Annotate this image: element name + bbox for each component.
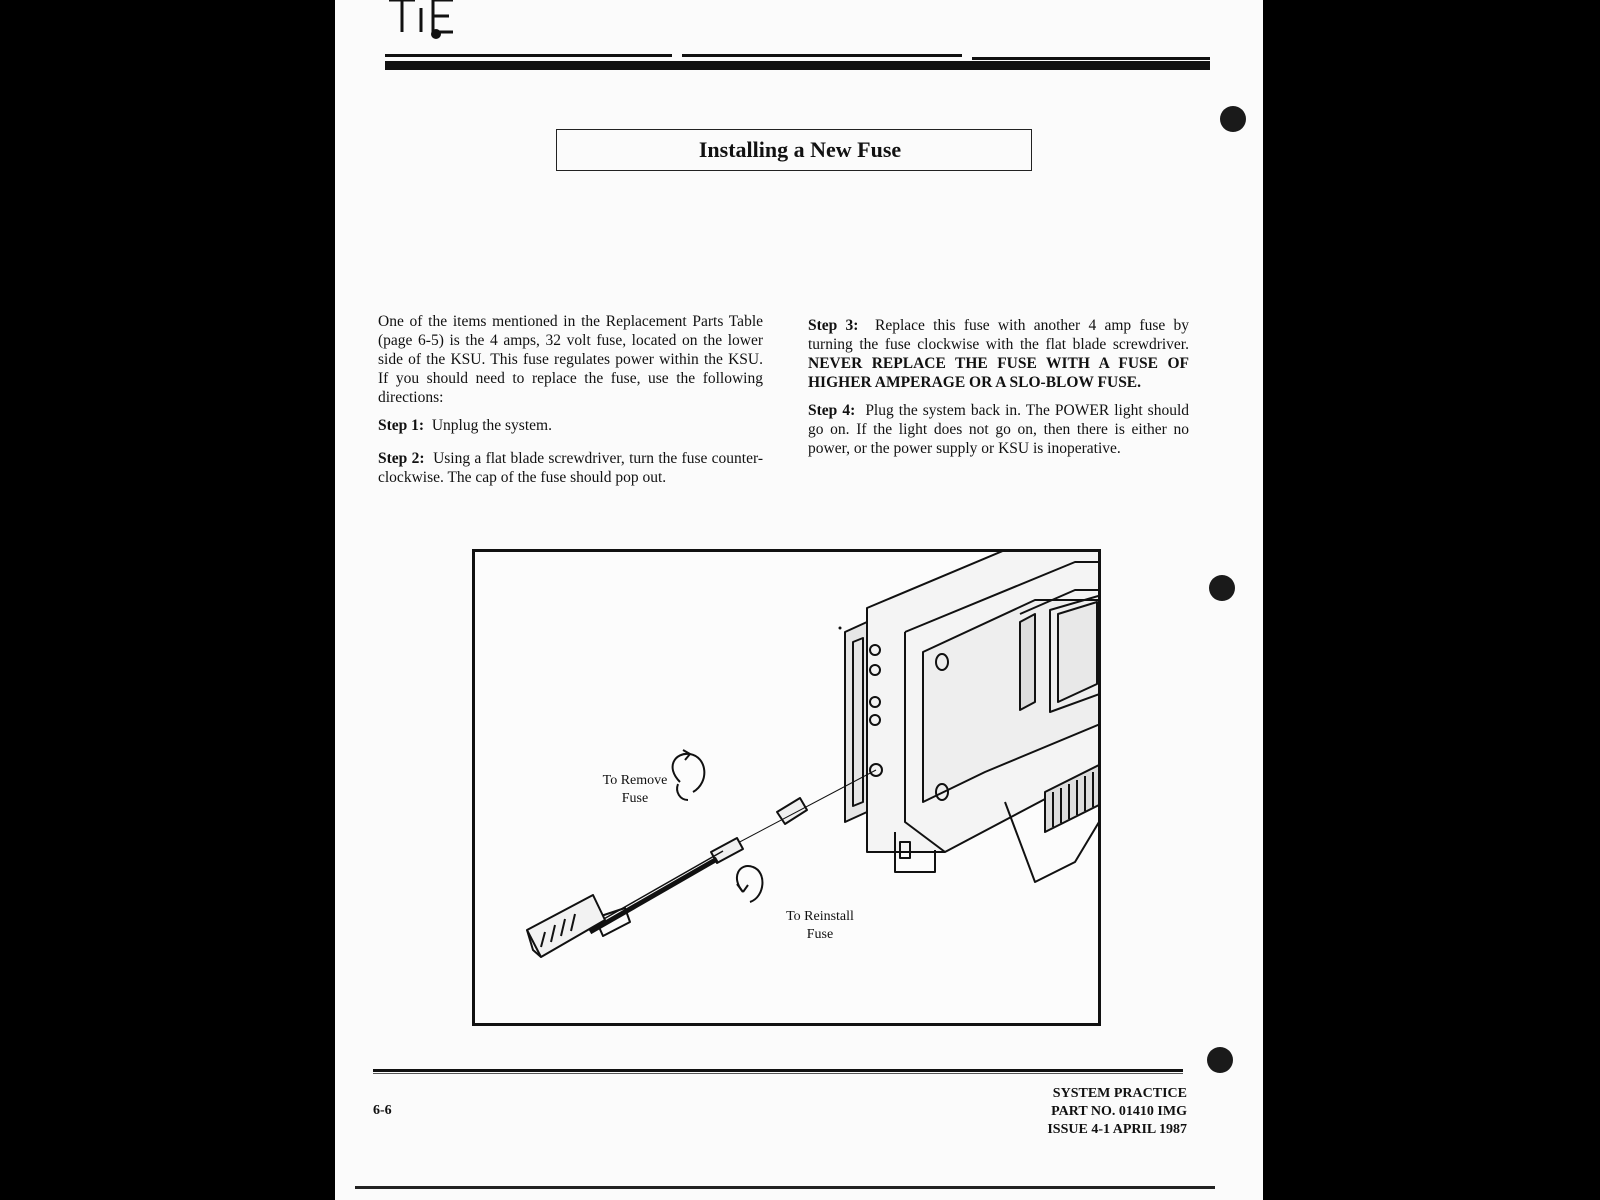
- step-3-warning: NEVER REPLACE THE FUSE WITH A FUSE OF HIGHER AMPERAGE OR A SLO-BLOW FUSE.: [808, 355, 1189, 391]
- punch-hole: [1220, 106, 1246, 132]
- ksu-fuse-drawing: [475, 552, 1101, 1026]
- fuse-illustration: [472, 549, 1101, 1026]
- footer-rule-thin: [373, 1073, 1183, 1074]
- header-thick-rule: [385, 61, 1210, 70]
- step-1-text: Unplug the system.: [431, 417, 552, 434]
- step-4-text: Plug the system back in. The POWER light should go on. If the light does not go on, then there is either no power, or the power supply or KSU is inoperative.: [808, 402, 1190, 457]
- footer-info: [1047, 1085, 1187, 1139]
- remove-line1: To Remove: [602, 773, 668, 788]
- reinstall-fuse-label: [765, 908, 875, 944]
- reinstall-line1: To Reinstall: [786, 909, 854, 924]
- punch-hole: [1207, 1047, 1233, 1073]
- step-3-text: Replace this fuse with another 4 amp fuse by turning the fuse clockwise with the flat blade screwdriver.: [808, 317, 1190, 353]
- left-column: [378, 312, 763, 496]
- step-2-label: Step 2:: [378, 450, 425, 467]
- step-4: [808, 401, 1189, 458]
- reinstall-line2: Fuse: [806, 927, 834, 942]
- tie-logo: [385, 0, 463, 40]
- step-1: [378, 416, 763, 435]
- intro-paragraph: One of the items mentioned in the Replacement Parts Table (page 6-5) is the 4 amps, 32 volt fuse, located on the lower side of the KSU. This fuse regulates power within the KSU. If you should need to replace the fuse, use the following directions:: [378, 313, 763, 406]
- footer-rule: [373, 1069, 1183, 1072]
- right-column: [808, 316, 1189, 467]
- footer-line3: ISSUE 4-1 APRIL 1987: [1047, 1122, 1187, 1137]
- step-2: [378, 449, 763, 487]
- punch-hole: [1209, 575, 1235, 601]
- step-4-label: Step 4:: [808, 402, 856, 419]
- section-title: Installing a New Fuse: [698, 137, 902, 162]
- footer-line1: SYSTEM PRACTICE: [1052, 1086, 1187, 1101]
- footer-line2: PART NO. 01410 IMG: [1051, 1104, 1187, 1119]
- document-page: [335, 0, 1263, 1200]
- step-3: [808, 316, 1189, 392]
- step-2-text: Using a flat blade screwdriver, turn the fuse counter-clockwise. The cap of the fuse should pop out.: [378, 450, 763, 486]
- bottom-edge-rule: [355, 1186, 1215, 1189]
- page-number: 6-6: [373, 1103, 392, 1118]
- remove-fuse-label: [590, 772, 680, 808]
- section-title-box: [556, 129, 1032, 171]
- remove-line2: Fuse: [621, 791, 649, 806]
- header-rule: [972, 57, 1210, 60]
- step-3-label: Step 3:: [808, 317, 859, 334]
- step-1-label: Step 1:: [378, 417, 425, 434]
- header-rule: [682, 54, 962, 57]
- header-rule: [385, 54, 672, 57]
